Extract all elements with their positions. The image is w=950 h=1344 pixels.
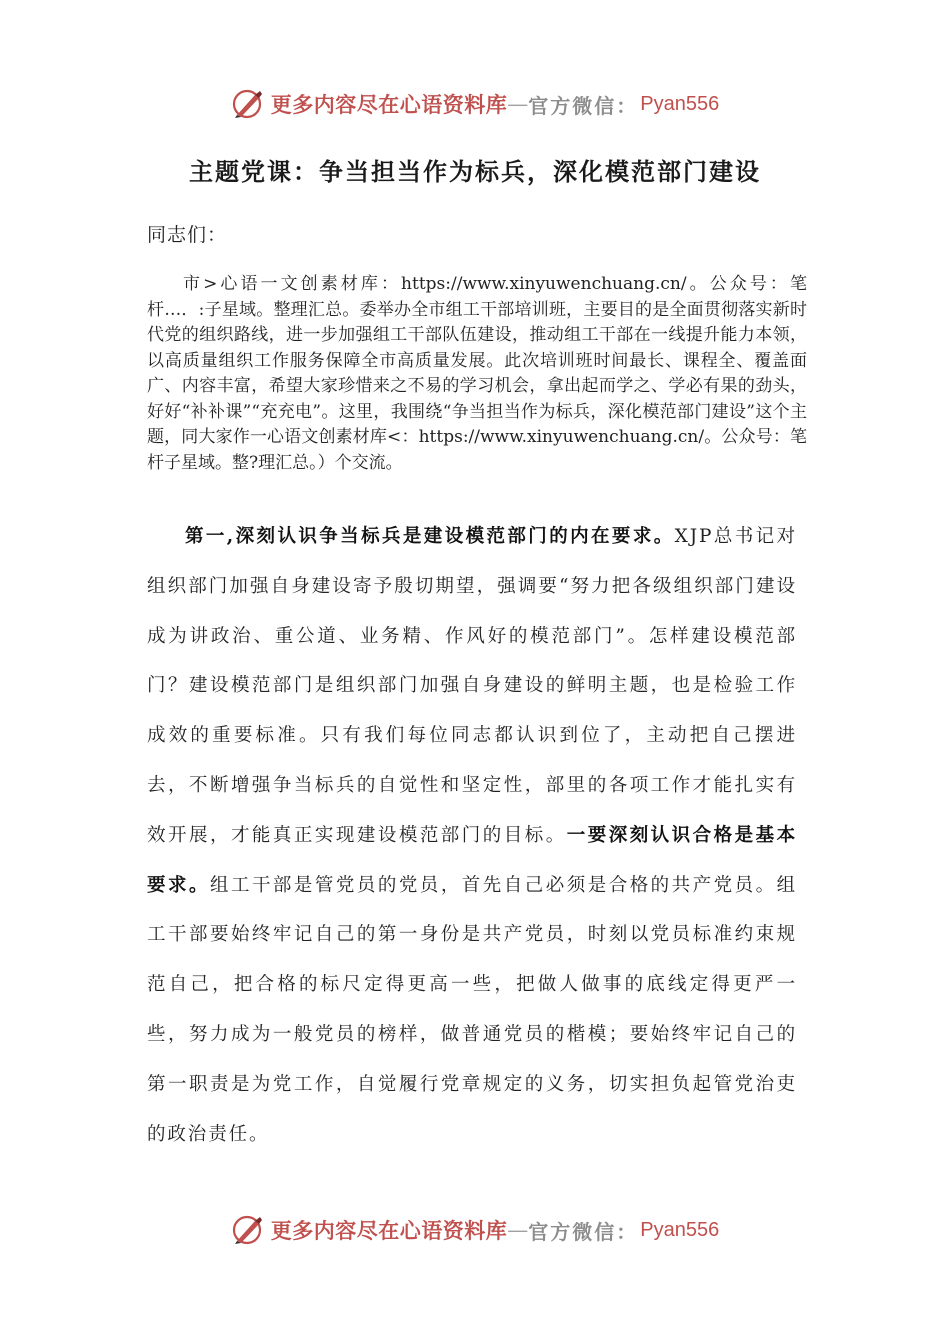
banner-sub-text: 官方微信： <box>528 93 639 118</box>
section-one-subheading: 一要深刻认识合格是基本要求。 <box>147 824 797 896</box>
banner-dash: — <box>507 92 529 116</box>
banner-wechat-id: Pyan556 <box>640 92 720 115</box>
banner-dash: — <box>507 1218 529 1242</box>
document-title: 主题党课：争当担当作为标兵，深化模范部门建设 <box>189 157 761 186</box>
footer-banner <box>0 1210 950 1250</box>
banner-sub-text: 官方微信： <box>528 1219 639 1244</box>
banner-wechat-id: Pyan556 <box>640 1218 720 1241</box>
banner-main-text: 更多内容尽在心语资料库 <box>270 1218 508 1243</box>
banner-main-text: 更多内容尽在心语资料库 <box>270 92 508 117</box>
pen-logo-icon <box>231 1213 265 1247</box>
greeting: 同志们： <box>147 224 228 246</box>
header-banner <box>0 84 950 124</box>
section-one-paragraph <box>147 512 797 1159</box>
section-one-text-b: 组工干部是管党员的党员，首先自己必须是合格的共产党员。组工干部要始终牢记自己的第一身份是共产党员，时刻以党员标准约束规范自己，把合格的标尺定得更高一些，把做人做事的底线定得更严一些，努力成为一般党员的榜样，做普通党员的楷模；要始终牢记自己的第一职责是为党工作，自觉履行党章规定的义务，切实担负起管党治吏的政治责任。 <box>147 874 798 1145</box>
section-one-heading: 第一,深刻认识争当标兵是建设模范部门的内在要求。 <box>185 526 675 547</box>
intro-paragraph: 市>心语一文创素材库：https://www.xinyuwenchuang.cn/。公众号：笔杆…．:子星域。整理汇总。委举办全市组工干部培训班，主要目的是全面贯彻落实新时代党的组织路线，进一步加强组工干部队伍建设，推动组工干部在一线提升能力本领，以高质量组织工作服务保障全市高质量发展。此次培训班时间最长、课程全、覆盖面广、内容丰富，希望大家珍惜来之不易的学习机会，拿出起而学之、学必有果的劲头，好好“补补课”“充充电”。这里，我围绕“争当担当作为标兵，深化模范部门建设”这个主题，同大家作一心语文创素材库<：https://www.xinyuwenchuang.cn/。公众号：笔杆子星域。整?理汇总。）个交流。 <box>147 274 807 473</box>
pen-logo-icon <box>231 87 265 121</box>
section-one-text-a: XJP总书记对组织部门加强自身建设寄予殷切期望，强调要“努力把各级组织部门建设成为讲政治、重公道、业务精、作风好的模范部门”。怎样建设模范部门？建设模范部门是组织部门加强自身建设的鲜明主题，也是检验工作成效的重要标准。只有我们每位同志都认识到位了，主动把自己摆进去，不断增强争当标兵的自觉性和坚定性，部里的各项工作才能扎实有效开展，才能真正实现建设模范部门的目标。 <box>147 526 797 846</box>
